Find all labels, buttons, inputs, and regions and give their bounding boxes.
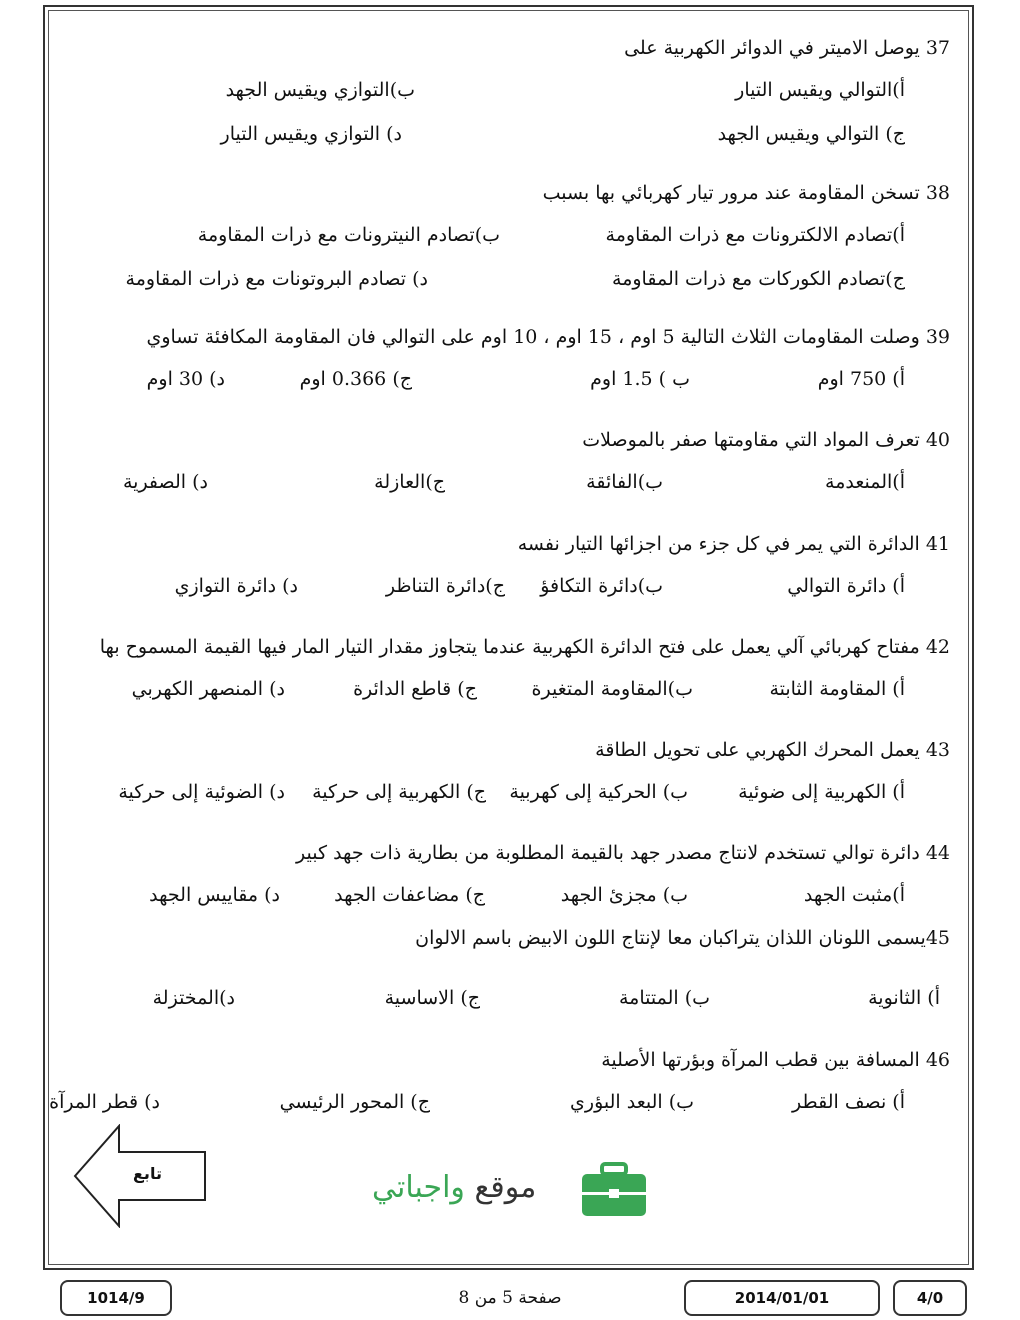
question-number: 38 <box>925 182 950 204</box>
exam-code: 1014/9 <box>87 1289 145 1307</box>
question-text: يوصل الاميتر في الدوائر الكهربية على <box>624 37 920 59</box>
option-c[interactable]: ج) التوالي ويقيس الجهد <box>717 123 905 145</box>
option-b[interactable]: ب) المتتامة <box>618 987 710 1009</box>
question-40 <box>60 427 950 499</box>
question-text: يعمل المحرك الكهربي على تحويل الطاقة <box>595 739 920 761</box>
option-c[interactable]: ج)دائرة التناظر <box>385 575 505 597</box>
option-c[interactable]: ج) المحور الرئيسي <box>279 1091 430 1113</box>
option-d[interactable]: د) دائرة التوازي <box>174 575 298 597</box>
question-text: يسمى اللونان اللذان يتراكبان معا لإنتاج اللون الابيض باسم الالوان <box>415 927 926 949</box>
option-d[interactable]: د) تصادم البروتونات مع ذرات المقاومة <box>125 268 428 290</box>
page-number: صفحة 5 من 8 <box>458 1288 562 1308</box>
option-a[interactable]: أ) الكهربية إلى ضوئية <box>738 781 905 803</box>
question-number: 43 <box>925 739 950 761</box>
option-d[interactable]: د) التوازي ويقيس التيار <box>220 123 402 145</box>
question-number: 41 <box>925 533 950 555</box>
continue-arrow-button[interactable] <box>73 1124 208 1228</box>
option-d[interactable]: د) 30 اوم <box>146 368 225 390</box>
option-b[interactable]: ب) مجزئ الجهد <box>560 884 688 906</box>
option-a[interactable]: أ)تصادم الالكترونات مع ذرات المقاومة <box>605 224 905 246</box>
option-d[interactable]: د)المختزلة <box>152 987 235 1009</box>
logo-brand-text: موقع <box>474 1170 537 1205</box>
option-a[interactable]: أ) المقاومة الثابتة <box>769 678 905 700</box>
option-c[interactable]: ج) مضاعفات الجهد <box>334 884 485 906</box>
question-number: 46 <box>925 1049 950 1071</box>
option-b[interactable]: ب)تصادم النيترونات مع ذرات المقاومة <box>197 224 500 246</box>
question-text: الدائرة التي يمر في كل جزء من اجزائها التيار نفسه <box>517 533 920 555</box>
option-c[interactable]: ج) الكهربية إلى حركية <box>312 781 486 803</box>
question-text: دائرة توالي تستخدم لانتاج مصدر جهد بالقيمة المطلوبة من بطارية ذات جهد كبير <box>296 842 920 864</box>
question-39 <box>60 324 950 396</box>
option-a[interactable]: أ)مثبت الجهد <box>803 884 905 906</box>
question-number: 45 <box>925 927 950 949</box>
option-d[interactable]: د) الضوئية إلى حركية <box>118 781 285 803</box>
option-b[interactable]: ب)الفائقة <box>586 471 663 493</box>
question-text: تسخن المقاومة عند مرور تيار كهربائي بها بسبب <box>542 182 920 204</box>
option-c[interactable]: ج) قاطع الدائرة <box>353 678 477 700</box>
option-a[interactable]: أ)التوالي ويقيس التيار <box>735 79 905 101</box>
continue-label: تابع <box>133 1164 162 1183</box>
option-a[interactable]: أ) 750 اوم <box>817 368 905 390</box>
question-text: المسافة بين قطب المرآة وبؤرتها الأصلية <box>601 1049 920 1071</box>
question-number: 40 <box>925 429 950 451</box>
question-41 <box>60 531 950 603</box>
option-b[interactable]: ب)دائرة التكافؤ <box>540 575 663 597</box>
option-c[interactable]: ج) الاساسية <box>384 987 480 1009</box>
option-b[interactable]: ب)التوازي ويقيس الجهد <box>225 79 415 101</box>
question-number: 44 <box>925 842 950 864</box>
option-a[interactable]: أ) الثانوية <box>868 987 940 1009</box>
question-text: مفتاح كهربائي آلي يعمل على فتح الدائرة الكهربية عندما يتجاوز مقدار التيار المار فيها القيمة المسموح بها <box>99 636 920 658</box>
exam-version: 4/0 <box>916 1289 944 1307</box>
question-46 <box>49 1047 950 1119</box>
question-45 <box>60 925 950 1015</box>
question-38 <box>60 180 950 296</box>
option-d[interactable]: د) مقاييس الجهد <box>149 884 280 906</box>
question-42 <box>60 634 950 706</box>
option-d[interactable]: د) الصفرية <box>122 471 208 493</box>
question-number: 39 <box>925 326 950 348</box>
option-c[interactable]: ج)تصادم الكوركات مع ذرات المقاومة <box>612 268 905 290</box>
date-box <box>684 1280 880 1316</box>
question-number: 37 <box>925 37 950 59</box>
question-text: تعرف المواد التي مقاومتها صفر بالموصلات <box>582 429 920 451</box>
question-text: وصلت المقاومات الثلاث التالية 5 اوم ، 15 اوم ، 10 اوم على التوالي فان المقاومة المكافئة تساوي <box>146 326 920 348</box>
option-d[interactable]: د) قطر المرآة <box>49 1091 160 1113</box>
option-d[interactable]: د) المنصهر الكهربي <box>131 678 285 700</box>
option-b[interactable]: ب) البعد البؤري <box>570 1091 694 1113</box>
logo-name-text: واجباتي <box>372 1170 465 1205</box>
question-37 <box>60 35 950 151</box>
question-43 <box>60 737 950 809</box>
question-44 <box>60 840 950 912</box>
exam-code-box <box>60 1280 172 1316</box>
option-b[interactable]: ب ) 1.5 اوم <box>590 368 690 390</box>
option-a[interactable]: أ) دائرة التوالي <box>787 575 905 597</box>
exam-date: 2014/01/01 <box>734 1289 830 1307</box>
version-box <box>893 1280 967 1316</box>
option-b[interactable]: ب) الحركية إلى كهربية <box>509 781 688 803</box>
option-c[interactable]: ج)العازلة <box>374 471 445 493</box>
site-logo <box>372 1160 662 1220</box>
briefcase-icon <box>580 1162 648 1218</box>
option-c[interactable]: ج) 0.366 اوم <box>299 368 412 390</box>
option-a[interactable]: أ)المنعدمة <box>825 471 905 493</box>
option-a[interactable]: أ) نصف القطر <box>792 1091 905 1113</box>
option-b[interactable]: ب)المقاومة المتغيرة <box>531 678 693 700</box>
question-number: 42 <box>925 636 950 658</box>
